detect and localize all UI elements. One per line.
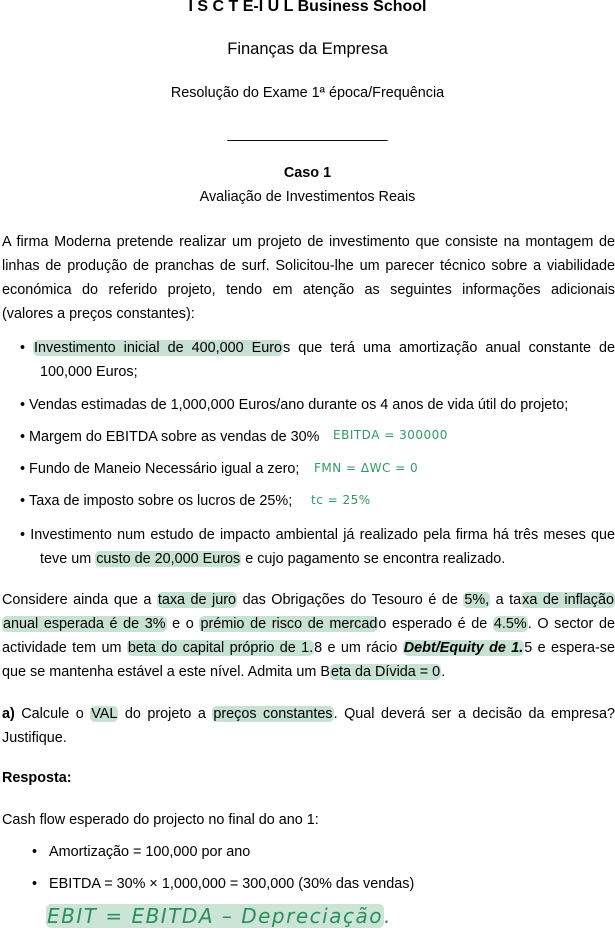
course-title: Finanças da Empresa xyxy=(227,40,388,58)
bullet-tax: • Taxa de imposto sobre os lucros de 25%; xyxy=(20,493,293,509)
highlight-interest-rate: taxa de juro xyxy=(157,592,237,608)
highlight-debt-equity: Debt/Equity de 1. xyxy=(403,640,524,656)
highlight-investment: Investimento inicial de 400,000 Euro xyxy=(34,340,283,356)
answer-item-amortization: • Amortização = 100,000 por ano xyxy=(32,844,251,860)
highlight-inflation: xa de inflação xyxy=(522,592,614,608)
bullet-impact-study-cont: teve um custo de 20,000 Euros e cujo pagamento se encontra realizado. xyxy=(40,551,506,567)
handwritten-ebitda-note: EBITDA = 300000 xyxy=(333,428,448,442)
bullet-ebitda-margin: • Margem do EBITDA sobre as vendas de 30% xyxy=(20,429,320,445)
bullet-impact-study: • Investimento num estudo de impacto ambiental já realizado pela firma há três meses que xyxy=(20,527,615,543)
bullet-working-capital: • Fundo de Maneio Necessário igual a zero; xyxy=(20,461,300,477)
question-line-2: Justifique. xyxy=(2,730,67,746)
title-rule: ____________________ xyxy=(227,126,388,142)
intro-line-1: A firma Moderna pretende realizar um projeto de investimento que consiste na montagem de xyxy=(2,234,615,250)
handwritten-tax-note: tc = 25% xyxy=(311,493,371,507)
intro-line-3: económica do referido projeto, tendo em atenção as seguintes informações adicionais xyxy=(2,282,615,298)
para2-line-4: que se mantenha estável a este nível. Admita um Beta da Dívida = 0. xyxy=(2,664,446,680)
highlight-4-5pct: 4.5% xyxy=(493,616,527,632)
highlight-equity-beta: beta do capital próprio de 1. xyxy=(127,640,314,656)
highlight-market-premium: prémio de risco de mercad xyxy=(200,616,378,632)
answer-label: Resposta: xyxy=(2,770,72,786)
highlight-study-cost: custo de 20,000 Euros xyxy=(96,551,241,567)
bullet-investment-cont: 100,000 Euros; xyxy=(40,364,138,380)
school-title: I S C T E-I U L Business School xyxy=(188,0,427,15)
highlight-debt-beta: eta da Dívida = 0 xyxy=(330,664,441,680)
highlight-inflation-3pct: anual esperada é de 3% xyxy=(3,616,166,632)
question-line-1: a) Calcule o VAL do projeto a preços constantes. Qual deverá ser a decisão da empresa? xyxy=(2,706,615,722)
highlight-val: VAL xyxy=(91,706,118,722)
case-subtitle: Avaliação de Investimentos Reais xyxy=(199,189,416,205)
bullet-investment: • Investimento inicial de 400,000 Euros que terá uma amortização anual constante de xyxy=(20,340,615,356)
para2-line-1: Considere ainda que a taxa de juro das Obrigações do Tesouro é de 5%, a taxa de inflação xyxy=(2,592,614,608)
answer-item-ebitda: • EBITDA = 30% × 1,000,000 = 300,000 (30% das vendas) xyxy=(32,876,415,892)
highlight-5pct: 5%, xyxy=(464,592,490,608)
handwritten-fmn-note: FMN = ΔWC = 0 xyxy=(314,461,419,475)
exam-subtitle: Resolução do Exame 1ª época/Frequência xyxy=(170,85,445,101)
intro-line-4: (valores a preços constantes): xyxy=(2,306,195,322)
answer-intro: Cash flow esperado do projecto no final do ano 1: xyxy=(2,812,319,828)
intro-line-2: linhas de produção de pranchas de surf. Solicitou-lhe um parecer técnico sobre a viabilidade xyxy=(2,258,615,274)
para2-line-2: anual esperada é de 3% e o prémio de risco de mercado esperado é de 4.5%. O sector de xyxy=(3,616,615,632)
highlight-constant-prices: preços constantes xyxy=(213,706,333,722)
case-title: Caso 1 xyxy=(283,165,332,181)
bullet-sales: • Vendas estimadas de 1,000,000 Euros/ano durante os 4 anos de vida útil do projeto; xyxy=(20,397,569,413)
para2-line-3: actividade tem um beta do capital próprio de 1.8 e um rácio Debt/Equity de 1.5 e espera-se xyxy=(2,640,615,656)
handwritten-ebit-formula: EBIT = EBITDA – Depreciação. xyxy=(47,904,392,928)
